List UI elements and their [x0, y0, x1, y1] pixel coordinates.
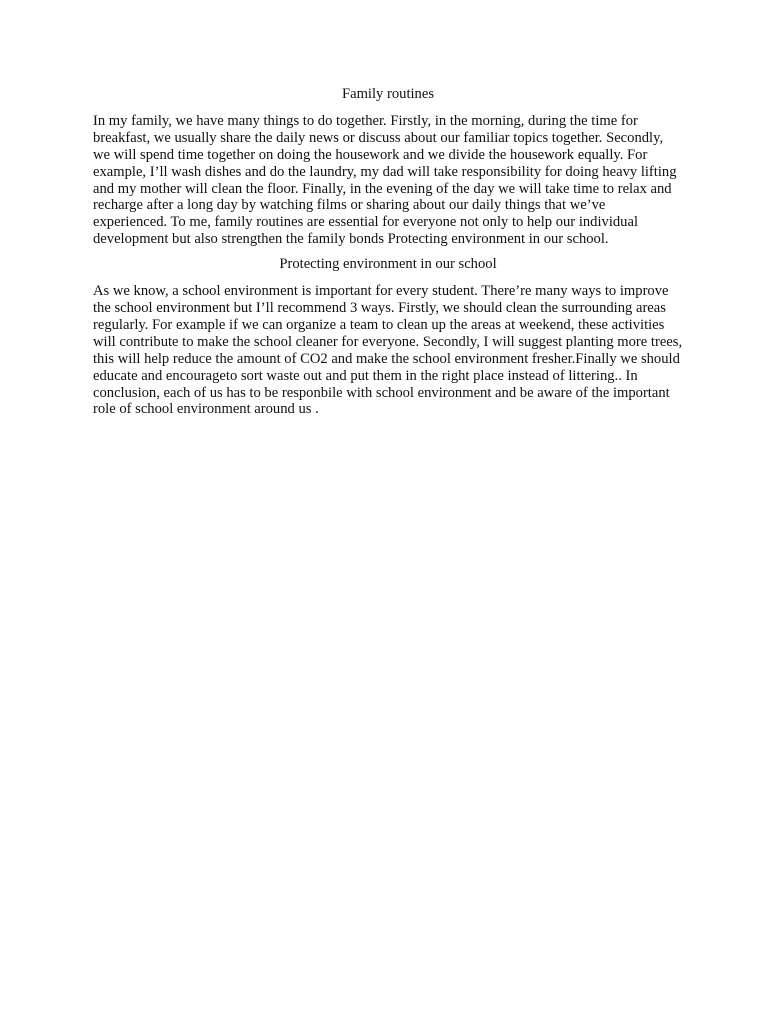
section-title-family-routines: Family routines [341, 86, 435, 102]
paragraph-protecting-environment: As we know, a school environment is important for every student. There’re many ways to improve the school environment but I’ll recommend 3 ways. Firstly, we should clean the surrounding areas regularly. For example if we can organize a team to clean up the areas at weekend, these activities will contribute to make the school cleaner for everyone. Secondly, I will suggest planting more trees, this will help reduce the amount of CO2 and make the school environment fresher.Finally we should educate and encourageto sort waste out and put them in the right place instead of littering.. In conclusion, each of us has to be responbile with school environment and be aware of the important role of school environment around us . [93, 283, 686, 418]
paragraph-family-routines: In my family, we have many things to do together. Firstly, in the morning, during the time for breakfast, we usually share the daily news or discuss about our familiar topics together. Secondly, we will spend time together on doing the housework and we divide the housework equally. For example, I’ll wash dishes and do the laundry, my dad will take responsibility for doing heavy lifting and my mother will clean the floor. Finally, in the evening of the day we will take time to relax and recharge after a long day by watching films or sharing about our daily things that we’ve experienced. To me, family routines are essential for everyone not only to help our individual development but also strengthen the family bonds Protecting environment in our school. [93, 112, 681, 248]
section-title-protecting-environment: Protecting environment in our school [279, 256, 497, 273]
document-body [93, 86, 686, 426]
